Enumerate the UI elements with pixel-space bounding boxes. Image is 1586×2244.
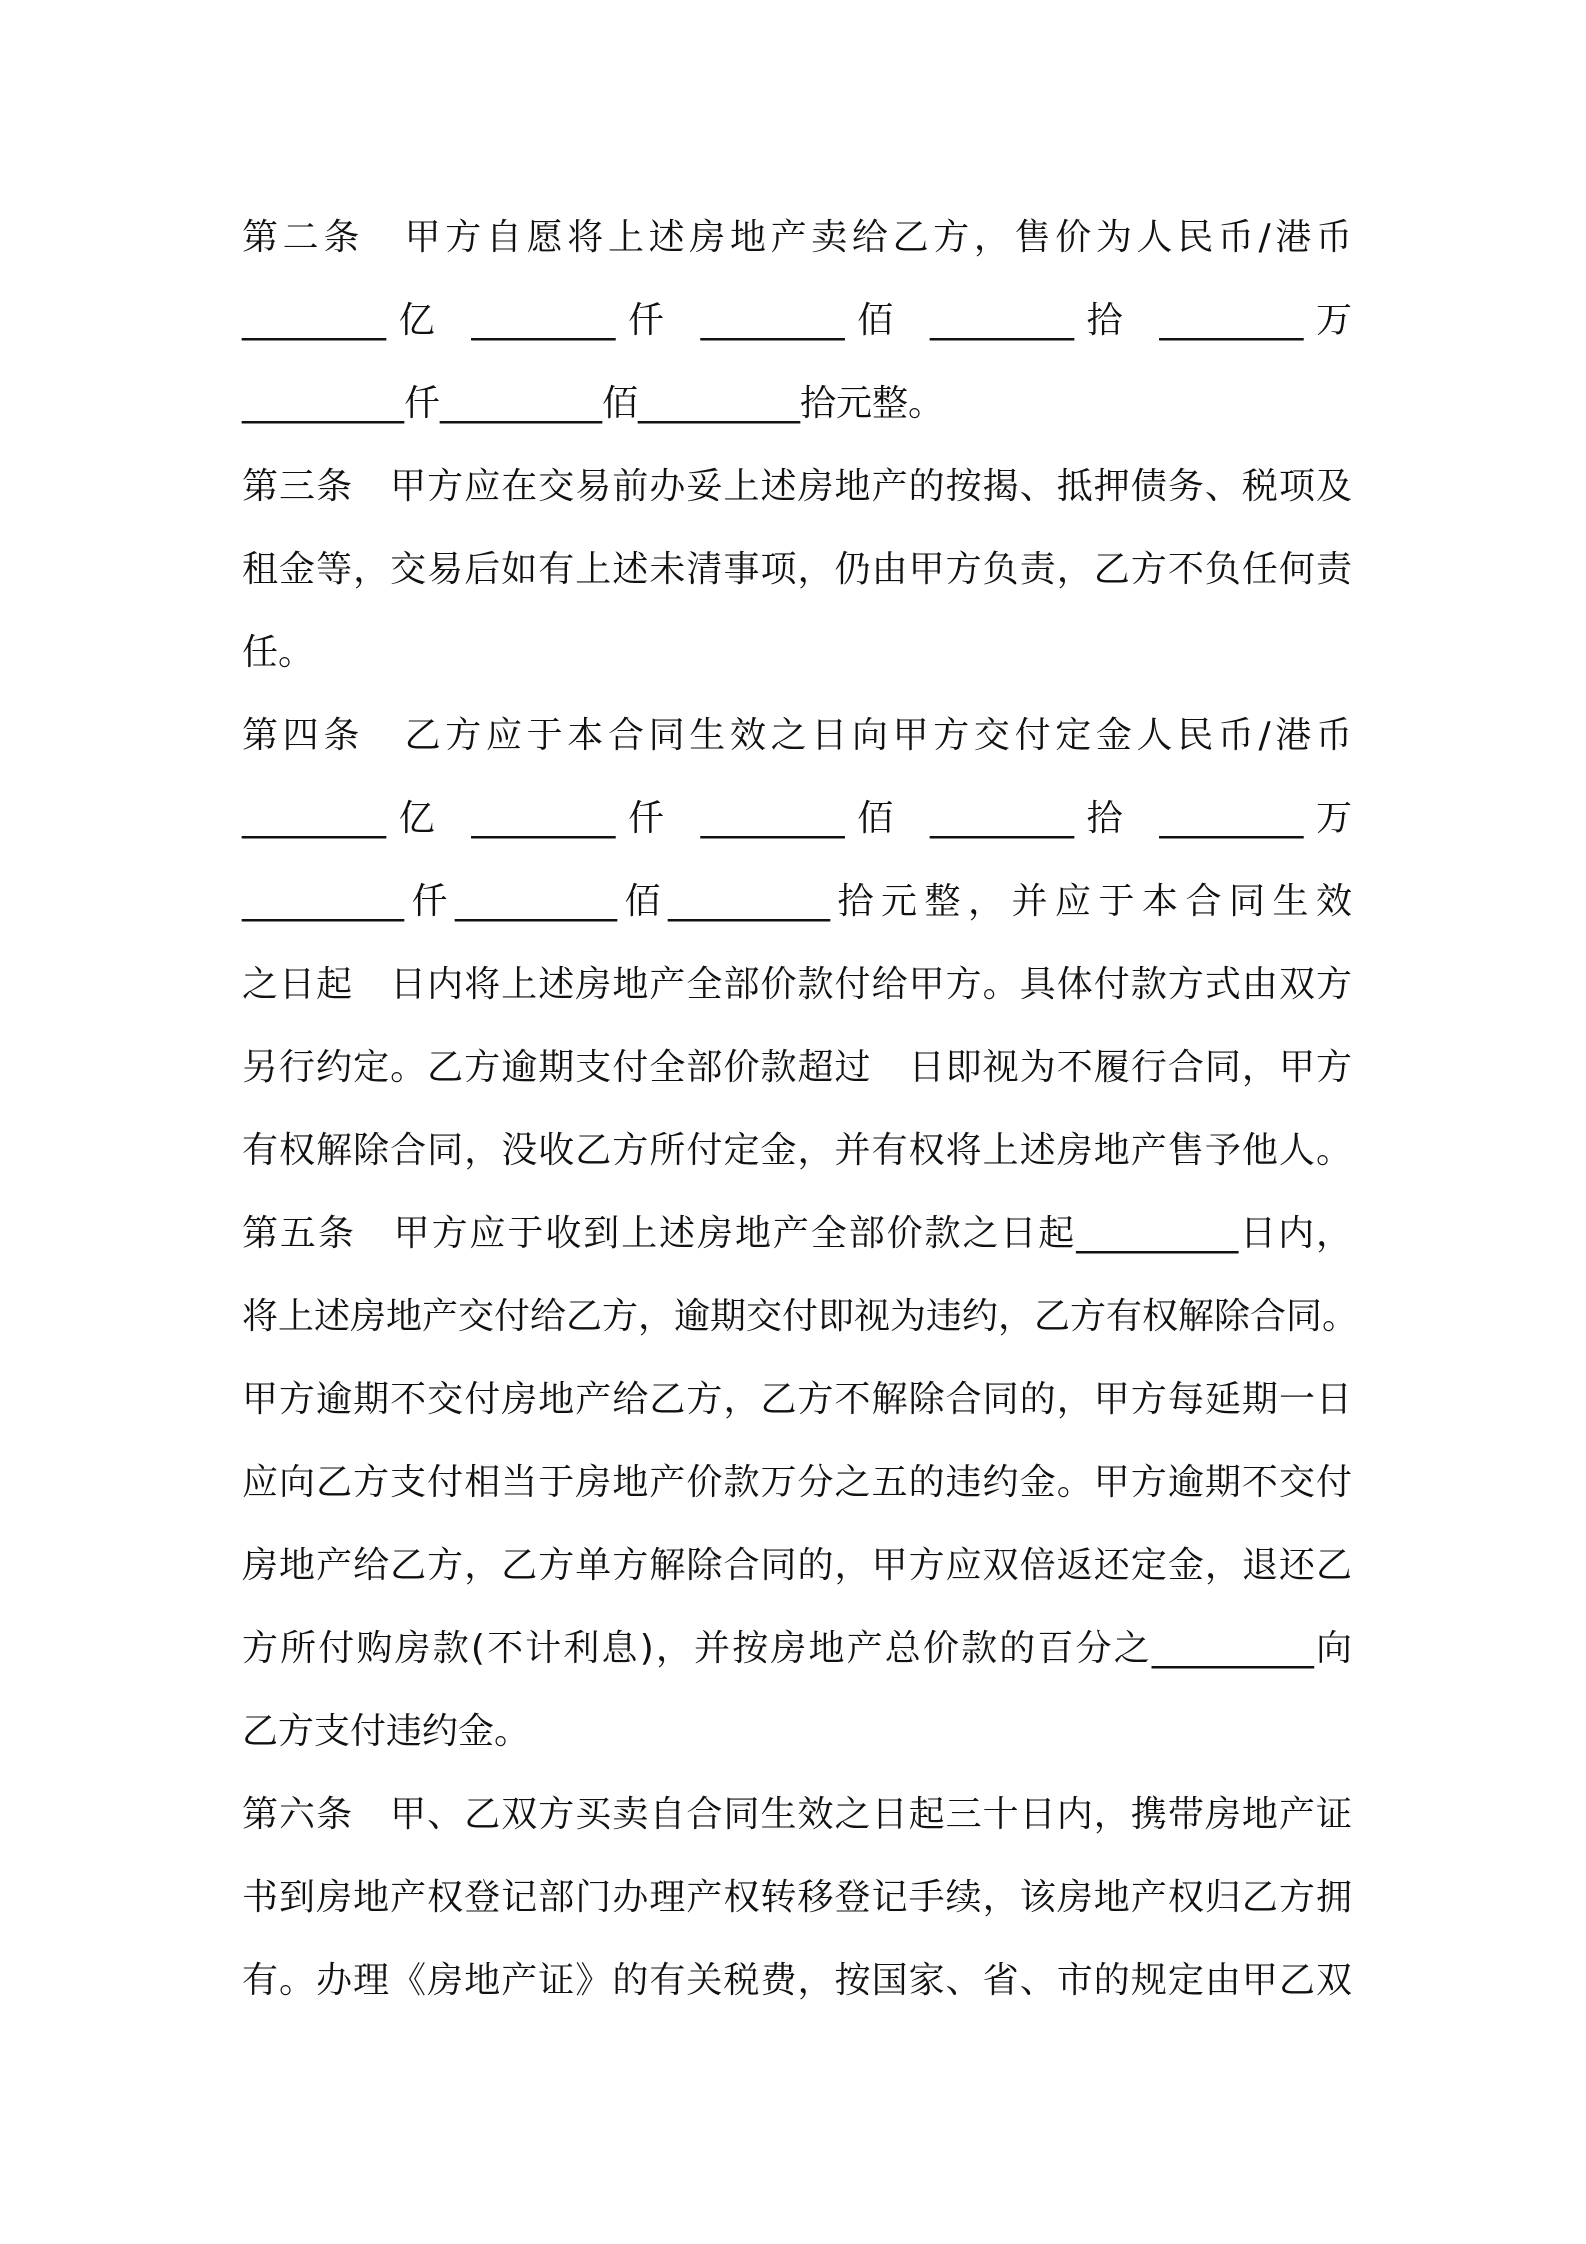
- text-line-article-2: 第二条 甲方自愿将上述房地产卖给乙方，售价为人民币/港币: [242, 217, 1352, 258]
- text-line: 乙方支付违约金。: [242, 1711, 531, 1752]
- text-line-article-4: 第四条 乙方应于本合同生效之日向甲方交付定金人民币/港币: [242, 715, 1352, 756]
- text-line-blank-amount: ________亿 ________仟 ________佰 ________拾 ________万: [242, 798, 1352, 839]
- text-line: 将上述房地产交付给乙方，逾期交付即视为违约，乙方有权解除合同。: [242, 1296, 1359, 1337]
- text-line: 甲方逾期不交付房地产给乙方，乙方不解除合同的，甲方每延期一日: [242, 1379, 1352, 1420]
- text-line-blank-amount-end: _________仟_________佰_________拾元整，并应于本合同生效: [242, 881, 1352, 922]
- text-line: 书到房地产权登记部门办理产权转移登记手续，该房地产权归乙方拥: [242, 1877, 1352, 1918]
- text-line: 之日起 日内将上述房地产全部价款付给甲方。具体付款方式由双方: [242, 964, 1352, 1005]
- text-line-blank-amount-end: _________仟_________佰_________拾元整。: [242, 383, 945, 424]
- text-line: 租金等，交易后如有上述未清事项，仍由甲方负责，乙方不负任何责: [242, 549, 1352, 590]
- contract-body: [242, 196, 1359, 2022]
- text-line: 应向乙方支付相当于房地产价款万分之五的违约金。甲方逾期不交付: [242, 1462, 1352, 1503]
- text-line: 任。: [242, 632, 315, 673]
- text-line-blank-amount: ________亿 ________仟 ________佰 ________拾 ________万: [242, 300, 1352, 341]
- text-line: 有权解除合同，没收乙方所付定金，并有权将上述房地产售予他人。: [242, 1130, 1352, 1171]
- text-line: 有。办理《房地产证》的有关税费，按国家、省、市的规定由甲乙双: [242, 1960, 1352, 2001]
- text-line-article-6: 第六条 甲、乙双方买卖自合同生效之日起三十日内，携带房地产证: [242, 1794, 1352, 1835]
- text-line-article-5: 第五条 甲方应于收到上述房地产全部价款之日起_________日内，: [242, 1213, 1352, 1254]
- text-line: 另行约定。乙方逾期支付全部价款超过 日即视为不履行合同，甲方: [242, 1047, 1352, 1088]
- text-line: 房地产给乙方，乙方单方解除合同的，甲方应双倍返还定金，退还乙: [242, 1545, 1352, 1586]
- text-line-article-3: 第三条 甲方应在交易前办妥上述房地产的按揭、抵押债务、税项及: [242, 466, 1352, 507]
- text-line: 方所付购房款(不计利息)，并按房地产总价款的百分之_________向: [242, 1628, 1352, 1669]
